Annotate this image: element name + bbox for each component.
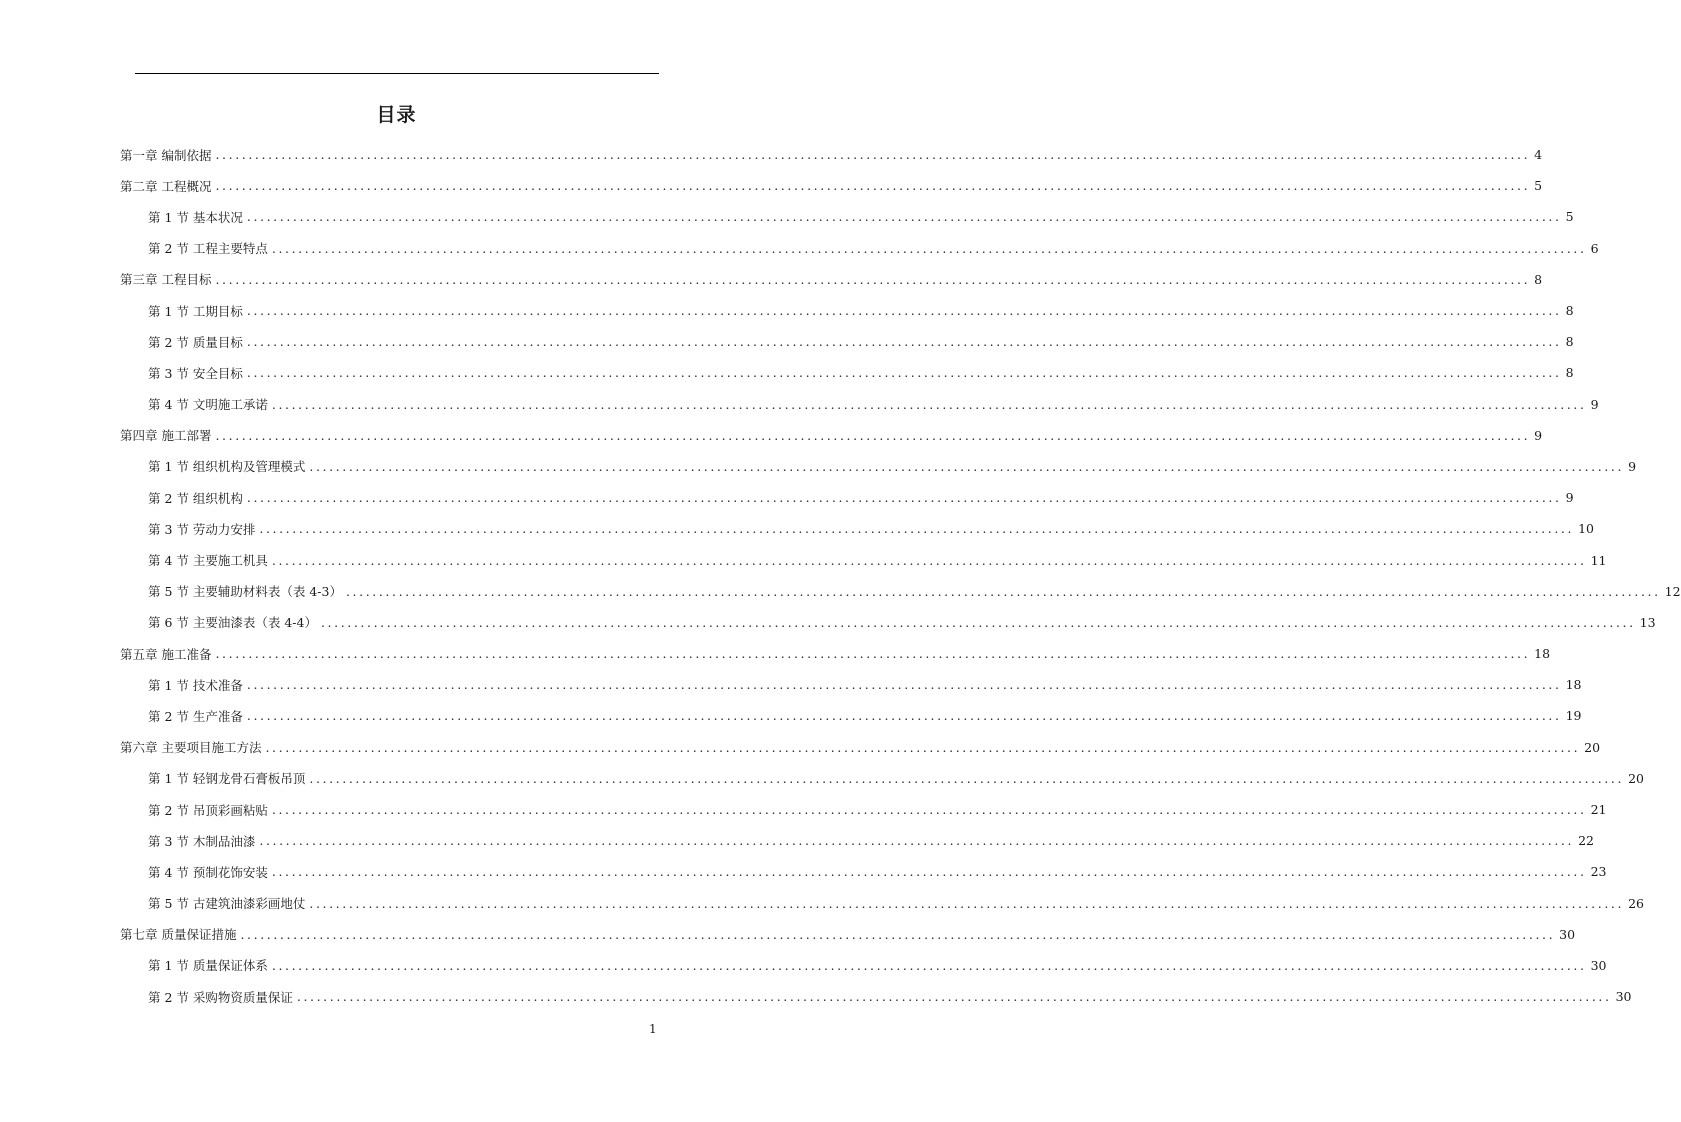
toc-entry-label: 第 4 节 预制花饰安装: [148, 864, 268, 880]
toc-dot-leader: ........................................................................................................................................................................................................: [265, 739, 1581, 755]
toc-entry[interactable]: [120, 794, 1607, 825]
toc-entry-page: 18: [1534, 646, 1551, 662]
toc-entry[interactable]: [120, 201, 1574, 232]
table-of-contents: [120, 139, 1681, 1012]
toc-entry-label: 第 1 节 基本状况: [148, 209, 243, 225]
page-number: 1: [649, 1022, 657, 1036]
toc-entry-label: 第 2 节 工程主要特点: [148, 241, 268, 257]
toc-entry-page: 8: [1534, 271, 1543, 287]
toc-entry-page: 11: [1590, 552, 1607, 568]
toc-entry-label: 第 1 节 轻钢龙骨石膏板吊顶: [148, 771, 306, 787]
toc-dot-leader: ........................................................................................................................................................................................................: [271, 552, 1587, 568]
toc-entry-page: 10: [1578, 521, 1594, 537]
toc-dot-leader: ........................................................................................................................................................................................................: [259, 833, 1575, 849]
toc-entry-page: 4: [1534, 147, 1543, 163]
toc-entry-label: 第 2 节 吊顶彩画粘贴: [148, 802, 268, 818]
toc-entry-label: 第 3 节 安全目标: [148, 365, 243, 381]
toc-entry[interactable]: [120, 420, 1543, 451]
toc-entry-label: 第 2 节 采购物资质量保证: [148, 989, 293, 1005]
toc-entry-page: 18: [1565, 677, 1582, 693]
toc-entry-label: 第二章 工程概况: [120, 178, 212, 194]
toc-entry[interactable]: [120, 981, 1632, 1012]
toc-entry-page: 6: [1590, 240, 1599, 256]
toc-entry-label: 第 1 节 质量保证体系: [148, 958, 268, 974]
toc-dot-leader: ........................................................................................................................................................................................................: [246, 677, 1562, 693]
toc-entry-page: 30: [1615, 989, 1632, 1005]
toc-entry[interactable]: [120, 950, 1607, 981]
toc-dot-leader: ........................................................................................................................................................................................................: [215, 147, 1531, 163]
toc-entry-page: 19: [1565, 708, 1582, 724]
toc-entry[interactable]: [120, 326, 1574, 357]
toc-entry-page: 23: [1590, 864, 1607, 880]
toc-dot-leader: ........................................................................................................................................................................................................: [246, 708, 1562, 724]
toc-entry-page: 22: [1578, 833, 1594, 849]
toc-entry[interactable]: [120, 233, 1599, 264]
toc-dot-leader: ........................................................................................................................................................................................................: [271, 240, 1587, 256]
toc-entry-label: 第一章 编制依据: [120, 147, 212, 163]
toc-entry[interactable]: [120, 264, 1543, 295]
toc-entry-label: 第 1 节 工期目标: [148, 303, 243, 319]
toc-dot-leader: ........................................................................................................................................................................................................: [309, 770, 1625, 786]
toc-entry-page: 26: [1628, 895, 1644, 911]
toc-dot-leader: ........................................................................................................................................................................................................: [246, 490, 1562, 506]
toc-entry-label: 第七章 质量保证措施: [120, 927, 237, 943]
toc-entry[interactable]: [120, 825, 1594, 856]
toc-entry-page: 8: [1565, 334, 1574, 350]
toc-entry-label: 第 1 节 技术准备: [148, 677, 243, 693]
toc-entry-page: 12: [1664, 583, 1681, 599]
toc-entry-page: 5: [1534, 178, 1543, 194]
toc-entry-page: 30: [1559, 926, 1576, 942]
toc-entry[interactable]: [120, 482, 1574, 513]
toc-entry-label: 第 3 节 劳动力安排: [148, 521, 256, 537]
toc-entry[interactable]: [120, 576, 1681, 607]
toc-entry[interactable]: [120, 856, 1607, 887]
toc-entry-label: 第 2 节 生产准备: [148, 708, 243, 724]
toc-entry-label: 第 5 节 古建筑油漆彩画地仗: [148, 896, 306, 912]
toc-entry-page: 9: [1565, 490, 1574, 506]
toc-dot-leader: ........................................................................................................................................................................................................: [296, 989, 1612, 1005]
toc-entry-label: 第 4 节 文明施工承诺: [148, 397, 268, 413]
toc-dot-leader: ........................................................................................................................................................................................................: [246, 303, 1562, 319]
toc-entry-label: 第六章 主要项目施工方法: [120, 740, 262, 756]
toc-entry-label: 第 2 节 组织机构: [148, 490, 243, 506]
toc-dot-leader: ........................................................................................................................................................................................................: [246, 334, 1562, 350]
toc-entry-page: 8: [1565, 303, 1574, 319]
toc-dot-leader: ........................................................................................................................................................................................................: [309, 458, 1625, 474]
toc-dot-leader: ........................................................................................................................................................................................................: [215, 646, 1531, 662]
toc-dot-leader: ........................................................................................................................................................................................................: [271, 802, 1587, 818]
toc-entry-page: 20: [1584, 739, 1601, 755]
toc-dot-leader: ........................................................................................................................................................................................................: [246, 209, 1562, 225]
toc-entry-page: 9: [1534, 427, 1543, 443]
toc-entry[interactable]: [120, 700, 1582, 731]
toc-entry-label: 第 4 节 主要施工机具: [148, 553, 268, 569]
toc-entry-label: 第 3 节 木制品油漆: [148, 833, 256, 849]
toc-entry-page: 5: [1565, 209, 1574, 225]
toc-entry-label: 第三章 工程目标: [120, 272, 212, 288]
toc-entry-label: 第四章 施工部署: [120, 428, 212, 444]
toc-entry-label: 第五章 施工准备: [120, 646, 212, 662]
toc-dot-leader: ........................................................................................................................................................................................................: [271, 864, 1587, 880]
toc-entry[interactable]: [120, 638, 1551, 669]
toc-entry-label: 第 6 节 主要油漆表（表 4-4）: [148, 615, 317, 631]
toc-entry[interactable]: [120, 357, 1574, 388]
toc-entry[interactable]: [120, 389, 1599, 420]
page-title: 目录: [376, 104, 417, 126]
toc-entry-page: 21: [1590, 802, 1607, 818]
toc-entry-page: 20: [1628, 770, 1644, 786]
toc-entry[interactable]: [120, 732, 1601, 763]
toc-entry-page: 8: [1565, 365, 1574, 381]
toc-dot-leader: ........................................................................................................................................................................................................: [215, 427, 1531, 443]
toc-entry[interactable]: [120, 295, 1574, 326]
toc-dot-leader: ........................................................................................................................................................................................................: [215, 178, 1531, 194]
toc-entry[interactable]: [120, 513, 1594, 544]
toc-entry[interactable]: [120, 451, 1637, 482]
toc-entry[interactable]: [120, 544, 1607, 575]
toc-entry-label: 第 2 节 质量目标: [148, 334, 243, 350]
toc-dot-leader: ........................................................................................................................................................................................................: [259, 521, 1575, 537]
header-rule: [135, 73, 659, 74]
toc-entry-page: 9: [1628, 458, 1637, 474]
toc-dot-leader: ........................................................................................................................................................................................................: [246, 365, 1562, 381]
toc-entry-page: 30: [1590, 957, 1607, 973]
toc-entry[interactable]: [120, 170, 1543, 201]
toc-entry-label: 第 1 节 组织机构及管理模式: [148, 459, 306, 475]
toc-entry[interactable]: [120, 919, 1576, 950]
toc-entry[interactable]: [120, 763, 1644, 794]
toc-entry[interactable]: [120, 607, 1656, 638]
toc-dot-leader: ........................................................................................................................................................................................................: [320, 614, 1636, 630]
toc-dot-leader: ........................................................................................................................................................................................................: [240, 926, 1556, 942]
toc-dot-leader: ........................................................................................................................................................................................................: [345, 583, 1661, 599]
toc-entry[interactable]: [120, 888, 1644, 919]
toc-entry-page: 9: [1590, 396, 1599, 412]
toc-dot-leader: ........................................................................................................................................................................................................: [215, 271, 1531, 287]
toc-dot-leader: ........................................................................................................................................................................................................: [309, 895, 1625, 911]
toc-entry-label: 第 5 节 主要辅助材料表（表 4-3）: [148, 584, 342, 600]
toc-dot-leader: ........................................................................................................................................................................................................: [271, 396, 1587, 412]
toc-dot-leader: ........................................................................................................................................................................................................: [271, 957, 1587, 973]
toc-entry[interactable]: [120, 139, 1543, 170]
toc-entry-page: 13: [1639, 614, 1656, 630]
toc-entry[interactable]: [120, 669, 1582, 700]
